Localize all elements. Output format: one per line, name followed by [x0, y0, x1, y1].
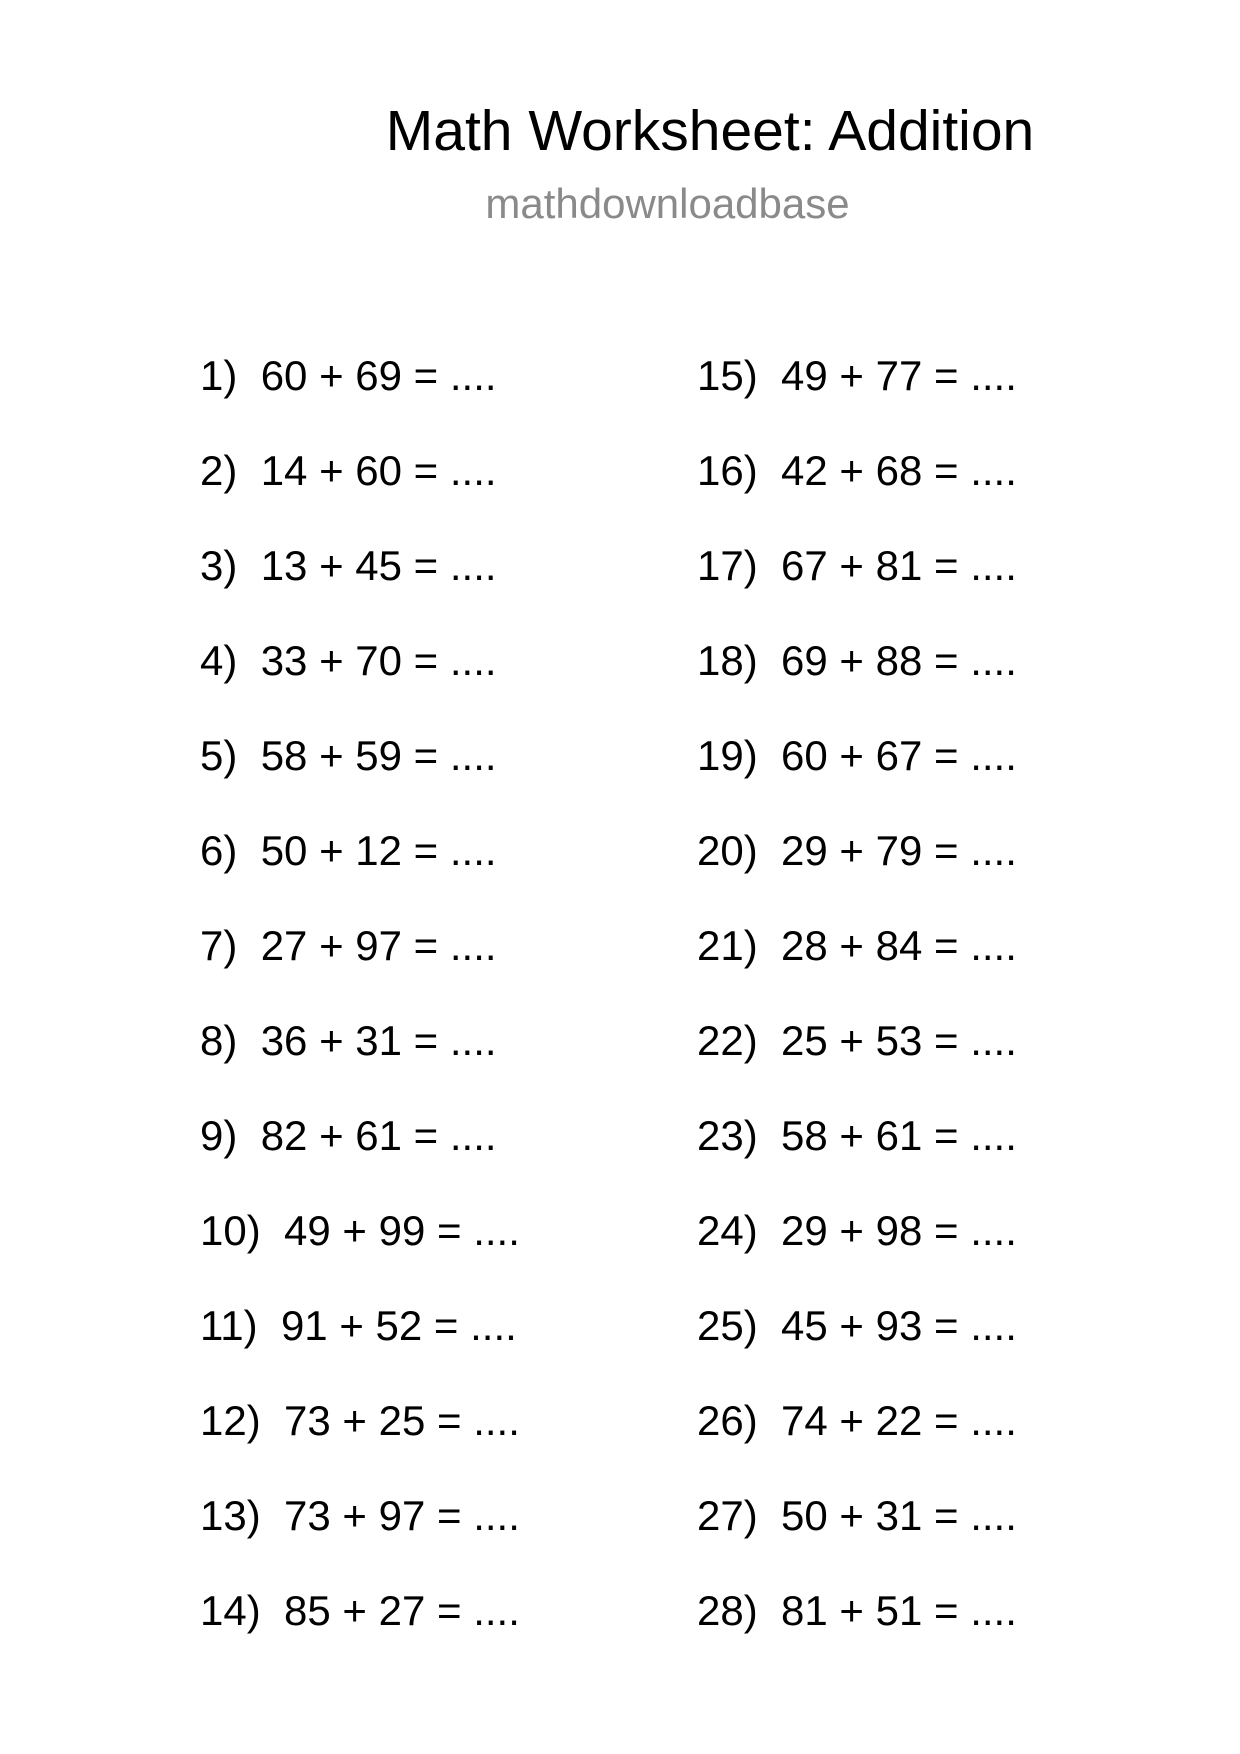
problem-item — [697, 726, 1017, 821]
problem-number: 16) — [697, 447, 758, 494]
problem-number: 18) — [697, 637, 758, 684]
problem-expression: 58 + 61 = .... — [781, 1112, 1017, 1159]
problem-expression: 50 + 12 = .... — [260, 827, 497, 874]
problem-number: 3) — [200, 542, 238, 589]
problem-item — [697, 1581, 1017, 1676]
problem-item — [200, 1296, 520, 1391]
problem-number: 5) — [200, 732, 238, 779]
problem-item — [697, 536, 1017, 631]
problem-expression: 60 + 67 = .... — [781, 732, 1017, 779]
problem-item — [697, 1106, 1017, 1201]
problem-expression: 73 + 25 = .... — [284, 1397, 520, 1444]
problem-item — [200, 1486, 520, 1581]
problem-expression: 29 + 98 = .... — [781, 1207, 1017, 1254]
problem-item — [200, 1581, 520, 1676]
problem-number: 21) — [697, 922, 758, 969]
problem-expression: 25 + 53 = .... — [781, 1017, 1017, 1064]
problem-item — [200, 536, 520, 631]
problem-item — [200, 346, 520, 441]
problem-item — [697, 1201, 1017, 1296]
problem-expression: 33 + 70 = .... — [260, 637, 497, 684]
problem-expression: 13 + 45 = .... — [260, 542, 497, 589]
problem-expression: 49 + 99 = .... — [284, 1207, 520, 1254]
problem-number: 1) — [200, 352, 238, 399]
problem-expression: 85 + 27 = .... — [284, 1587, 520, 1634]
problem-expression: 69 + 88 = .... — [781, 637, 1017, 684]
problem-number: 4) — [200, 637, 238, 684]
problem-expression: 14 + 60 = .... — [260, 447, 497, 494]
problem-expression: 81 + 51 = .... — [781, 1587, 1017, 1634]
problem-expression: 67 + 81 = .... — [781, 542, 1017, 589]
problem-expression: 29 + 79 = .... — [781, 827, 1017, 874]
problem-item — [697, 1296, 1017, 1391]
problem-number: 27) — [697, 1492, 758, 1539]
problem-number: 11) — [200, 1302, 258, 1349]
problem-expression: 74 + 22 = .... — [781, 1397, 1017, 1444]
problem-expression: 91 + 52 = .... — [280, 1302, 517, 1349]
problem-item — [200, 726, 520, 821]
problem-column-left — [200, 346, 520, 1676]
problem-number: 25) — [697, 1302, 758, 1349]
problem-expression: 58 + 59 = .... — [260, 732, 497, 779]
problem-item — [200, 631, 520, 726]
problem-item — [200, 1106, 520, 1201]
problem-expression: 36 + 31 = .... — [260, 1017, 497, 1064]
problem-number: 2) — [200, 447, 238, 494]
problem-expression: 73 + 97 = .... — [284, 1492, 520, 1539]
problem-number: 9) — [200, 1112, 238, 1159]
problem-item — [697, 631, 1017, 726]
problem-item — [200, 916, 520, 1011]
page-subtitle: mathdownloadbase — [485, 180, 850, 227]
problem-item — [200, 441, 520, 536]
problem-item — [200, 1201, 520, 1296]
problem-number: 6) — [200, 827, 238, 874]
problem-item — [200, 821, 520, 916]
problem-item — [697, 821, 1017, 916]
problem-item — [697, 346, 1017, 441]
problem-item — [697, 441, 1017, 536]
problem-expression: 45 + 93 = .... — [781, 1302, 1017, 1349]
problem-item — [200, 1391, 520, 1486]
problem-number: 23) — [697, 1112, 758, 1159]
problem-expression: 27 + 97 = .... — [260, 922, 497, 969]
problem-number: 26) — [697, 1397, 758, 1444]
problem-number: 28) — [697, 1587, 758, 1634]
problem-column-right — [697, 346, 1017, 1676]
problem-number: 19) — [697, 732, 758, 779]
problem-expression: 28 + 84 = .... — [781, 922, 1017, 969]
problem-item — [697, 916, 1017, 1011]
problem-number: 17) — [697, 542, 758, 589]
problem-expression: 82 + 61 = .... — [260, 1112, 497, 1159]
problem-item — [697, 1391, 1017, 1486]
problem-expression: 60 + 69 = .... — [260, 352, 497, 399]
problem-number: 7) — [200, 922, 238, 969]
problem-number: 12) — [200, 1397, 261, 1444]
problem-number: 20) — [697, 827, 758, 874]
problem-number: 14) — [200, 1587, 261, 1634]
problem-item — [697, 1011, 1017, 1106]
problem-number: 15) — [697, 352, 758, 399]
problem-number: 22) — [697, 1017, 758, 1064]
problem-item — [697, 1486, 1017, 1581]
problem-number: 8) — [200, 1017, 238, 1064]
problem-expression: 49 + 77 = .... — [781, 352, 1017, 399]
problem-expression: 42 + 68 = .... — [781, 447, 1017, 494]
problem-number: 10) — [200, 1207, 261, 1254]
page-title: Math Worksheet: Addition — [385, 99, 1035, 163]
problem-item — [200, 1011, 520, 1106]
problem-number: 13) — [200, 1492, 261, 1539]
problem-number: 24) — [697, 1207, 758, 1254]
problem-expression: 50 + 31 = .... — [781, 1492, 1017, 1539]
